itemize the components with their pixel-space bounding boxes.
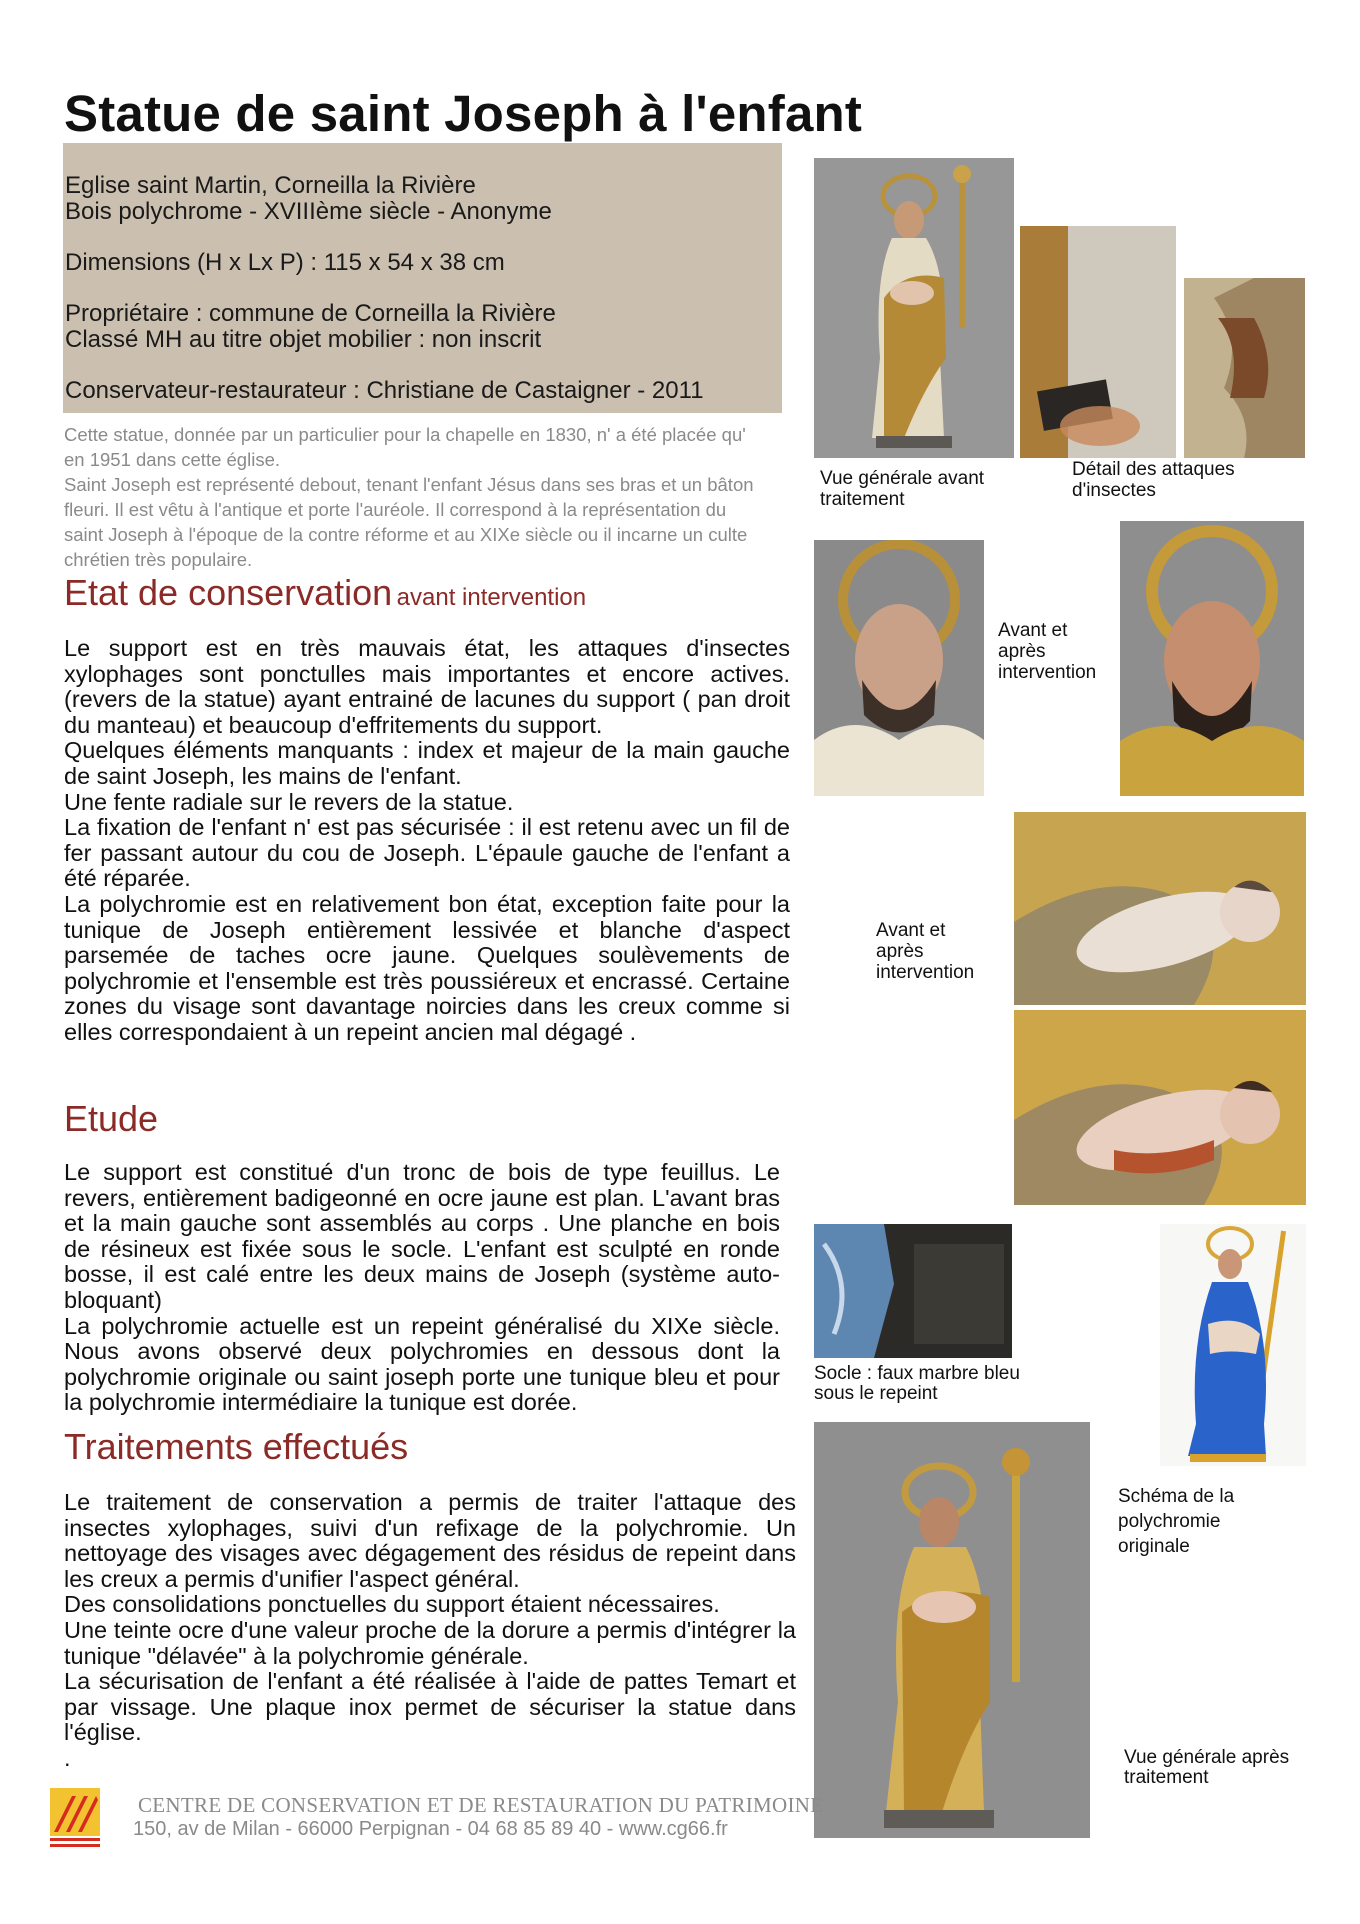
etat-paragraph: La polychromie est en relativement bon état, exception faite pour la tunique de Joseph entièrement lessivée et blanche d'aspect parsemée de taches ocre jaune. Quelques soulèvements de polychromie et l'ensemble est très poussiéreux et encrassé. Certaine zones du visage sont davantage noircies dans les creux comme si elles correspondaient à un repeint ancien mal dégagé . <box>64 890 790 1045</box>
traitements-paragraph: Le traitement de conservation a permis de traiter l'attaque des insectes xylophages, suivi d'un refixage de la polychromie. Un nettoyage des visages avec dégagement des résidus de repeint dans les creux a permis d'unifier l'aspect général. <box>64 1489 796 1592</box>
schema-image <box>1160 1224 1306 1466</box>
photo-schema <box>1160 1224 1306 1466</box>
info-dimensions: Dimensions (H x Lx P) : 115 x 54 x 38 cm <box>65 249 505 276</box>
photo-child-after <box>1014 1010 1306 1205</box>
etat-paragraph: Quelques éléments manquants : index et majeur de la main gauche de saint Joseph, les mains de l'enfant. <box>64 737 790 789</box>
etat-subtitle: avant intervention <box>396 584 587 611</box>
etat-paragraph: Une fente radiale sur le revers de la statue. <box>64 788 514 815</box>
logo-image <box>48 1786 102 1852</box>
etude-title: Etude <box>64 1098 159 1139</box>
caption-avant-apres-1: Avant et après intervention <box>998 620 1097 683</box>
photo-insect-detail-1 <box>1020 226 1176 458</box>
face-before-image <box>814 540 984 796</box>
caption-avant-apres-2: Avant et après intervention <box>876 920 975 983</box>
caption-vue-apres: Vue générale après traitement <box>1124 1747 1290 1788</box>
statue-before-image <box>814 158 1014 458</box>
traitements-paragraph: Des consolidations ponctuelles du support étaient nécessaires. <box>64 1591 720 1618</box>
etat-title: Etat de conservation <box>64 572 393 613</box>
footer-organization: CENTRE DE CONSERVATION ET DE RESTAURATION DU PATRIMOINE <box>138 1793 824 1817</box>
statue-after-image <box>814 1422 1090 1838</box>
traitements-paragraph: Une teinte ocre d'une valeur proche de la dorure a permis d'intégrer la tunique "délavée" à la polychromie générale. <box>64 1616 796 1669</box>
intro-text <box>64 422 764 572</box>
info-box <box>63 143 782 413</box>
traitements-title: Traitements effectués <box>64 1426 409 1467</box>
info-material: Bois polychrome - XVIIIème siècle - Anonyme <box>65 198 552 225</box>
traitements-paragraph: . <box>64 1744 71 1771</box>
info-church: Eglise saint Martin, Corneilla la Rivière <box>65 172 476 199</box>
photo-insect-detail-2 <box>1184 278 1305 458</box>
traitements-paragraph: La sécurisation de l'enfant a été réalisée à l'aide de pattes Temart et par vissage. Une plaque inox permet de sécuriser la statue dans l'église. <box>64 1668 796 1746</box>
info-classification: Classé MH au titre objet mobilier : non inscrit <box>65 326 542 353</box>
traitements-body <box>64 1490 796 1772</box>
etat-paragraph: La fixation de l'enfant n' est pas sécurisée : il est retenu avec un fil de fer passant autour du cou de Joseph. L'épaule gauche de l'enfant a été réparée. <box>64 814 790 892</box>
section-title-etude <box>64 1098 158 1140</box>
etat-body <box>64 636 790 1046</box>
caption-socle: Socle : faux marbre bleu sous le repeint <box>814 1363 1020 1404</box>
etude-body <box>64 1160 780 1416</box>
intro-paragraph: Saint Joseph est représenté debout, tenant l'enfant Jésus dans ses bras et un bâton fleuri. Il est vêtu à l'antique et porte l'auréole. Il correspond à la représentation du saint Joseph à l'époque de la contre réforme et au XIXe siècle ou il incarne un culte chrétien très populaire. <box>64 474 754 570</box>
photo-general-after <box>814 1422 1090 1838</box>
footer-address: 150, av de Milan - 66000 Perpignan - 04 68 85 89 40 - www.cg66.fr <box>133 1818 728 1840</box>
socle-image <box>814 1224 1012 1358</box>
caption-vue-avant: Vue générale avant traitement <box>820 468 985 510</box>
intro-paragraph: Cette statue, donnée par un particulier pour la chapelle en 1830, n' a été placée qu' en 1951 dans cette église. <box>64 424 746 470</box>
etude-paragraph: Le support est constitué d'un tronc de bois de type feuillus. Le revers, entièrement badigeonné en ocre jaune est plan. L'avant bras et la main gauche sont assemblés au corps . Une planche en bois de résineux est fixée sous le socle. L'enfant est sculpté en ronde bosse, il est calé entre les deux mains de Joseph (système auto-bloquant) <box>64 1159 780 1313</box>
info-owner: Propriétaire : commune de Corneilla la Rivière <box>65 300 556 327</box>
insect-detail-image <box>1184 278 1305 458</box>
info-restorer: Conservateur-restaurateur : Christiane de Castaigner - 2011 <box>65 377 704 404</box>
child-after-image <box>1014 1010 1306 1205</box>
photo-socle <box>814 1224 1012 1358</box>
photo-general-before <box>814 158 1014 458</box>
photo-child-before <box>1014 812 1306 1005</box>
child-before-image <box>1014 812 1306 1005</box>
etude-paragraph: La polychromie actuelle est un repeint généralisé du XIXe siècle. Nous avons observé deux polychromies en dessous dont la polychromie originale ou saint joseph porte une tunique bleu et pour la polychromie intermédiaire la tunique est dorée. <box>64 1312 780 1416</box>
photo-face-after <box>1120 521 1304 796</box>
page-title: Statue de saint Joseph à l'enfant <box>64 85 863 142</box>
caption-insectes: Détail des attaques d'insectes <box>1072 459 1235 501</box>
insect-detail-image <box>1020 226 1176 458</box>
conseil-general-logo <box>48 1786 102 1852</box>
etat-paragraph: Le support est en très mauvais état, les attaques d'insectes xylophages sont ponctulles mais importantes et encore actives.(revers de la statue) ayant entrainé de lacunes du support ( pan droit du manteau) et beaucoup d'effritements du support. <box>64 635 790 738</box>
face-after-image <box>1120 521 1304 796</box>
caption-schema: Schéma de la polychromie originale <box>1118 1486 1235 1557</box>
photo-face-before <box>814 540 984 796</box>
section-title-traitements <box>64 1426 408 1468</box>
section-title-etat <box>64 572 586 614</box>
